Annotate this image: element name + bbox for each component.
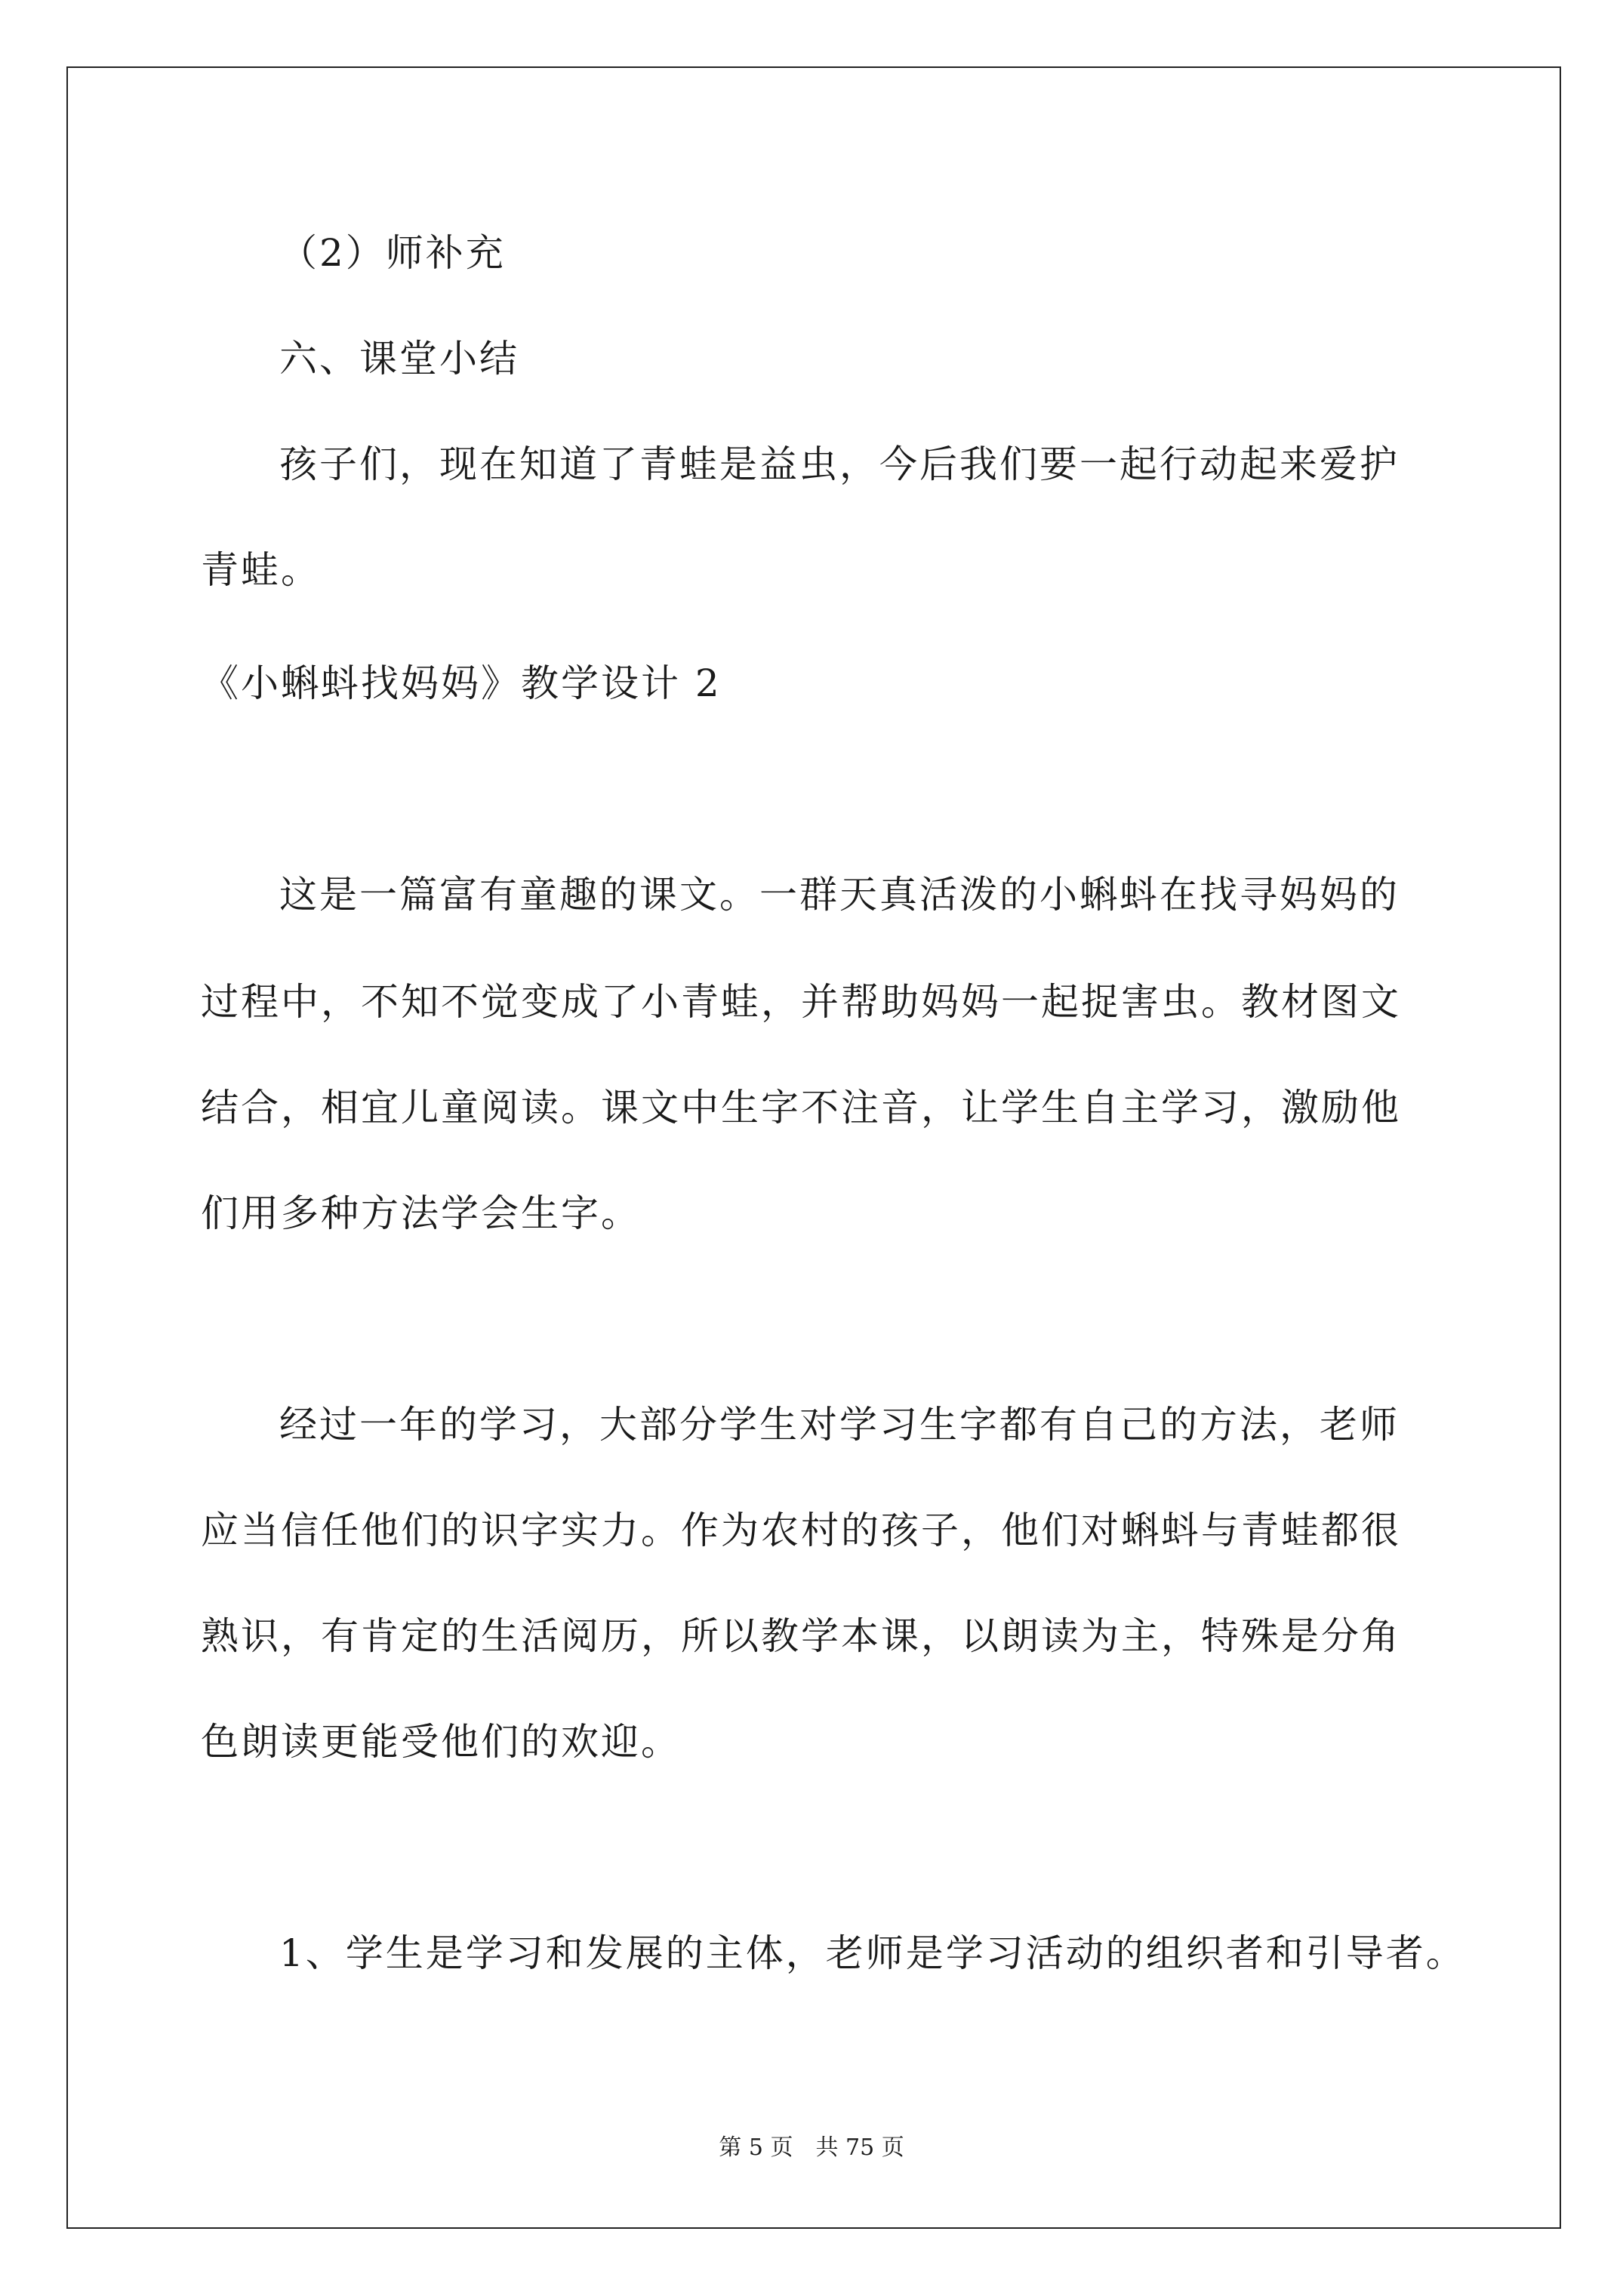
- paragraph-line: 熟识，有肯定的生活阅历，所以教学本课，以朗读为主，特殊是分角: [201, 1614, 1401, 1658]
- paragraph-line: 1、学生是学习和发展的主体，老师是学习活动的组织者和引导者。: [279, 1931, 1466, 1975]
- paragraph-line: 结合，相宜儿童阅读。课文中生字不注音，让学生自主学习，激励他: [201, 1086, 1401, 1130]
- section-title: 《小蝌蚪找妈妈》教学设计 2: [201, 661, 722, 705]
- section-heading-summary: 六、课堂小结: [279, 337, 519, 381]
- page-footer: [0, 2133, 1623, 2163]
- paragraph-line: 应当信任他们的识字实力。作为农村的孩子，他们对蝌蚪与青蛙都很: [201, 1509, 1401, 1552]
- page-number: 第 5 页: [719, 2134, 793, 2161]
- paragraph-line: 经过一年的学习，大部分学生对学习生字都有自己的方法，老师: [279, 1403, 1400, 1447]
- paragraph-line: 这是一篇富有童趣的课文。一群天真活泼的小蝌蚪在找寻妈妈的: [279, 873, 1400, 917]
- page-frame: [66, 66, 1561, 2229]
- paragraph-line: 青蛙。: [201, 548, 321, 592]
- paragraph-line: 们用多种方法学会生字。: [201, 1191, 641, 1235]
- supplement-item: （2）师补充: [279, 231, 506, 275]
- paragraph-line: 色朗读更能受他们的欢迎。: [201, 1720, 681, 1764]
- paragraph-line: 过程中，不知不觉变成了小青蛙，并帮助妈妈一起捉害虫。教材图文: [201, 980, 1401, 1024]
- page-total: 共 75 页: [815, 2134, 904, 2161]
- paragraph-line: 孩子们，现在知道了青蛙是益虫，今后我们要一起行动起来爱护: [279, 442, 1400, 486]
